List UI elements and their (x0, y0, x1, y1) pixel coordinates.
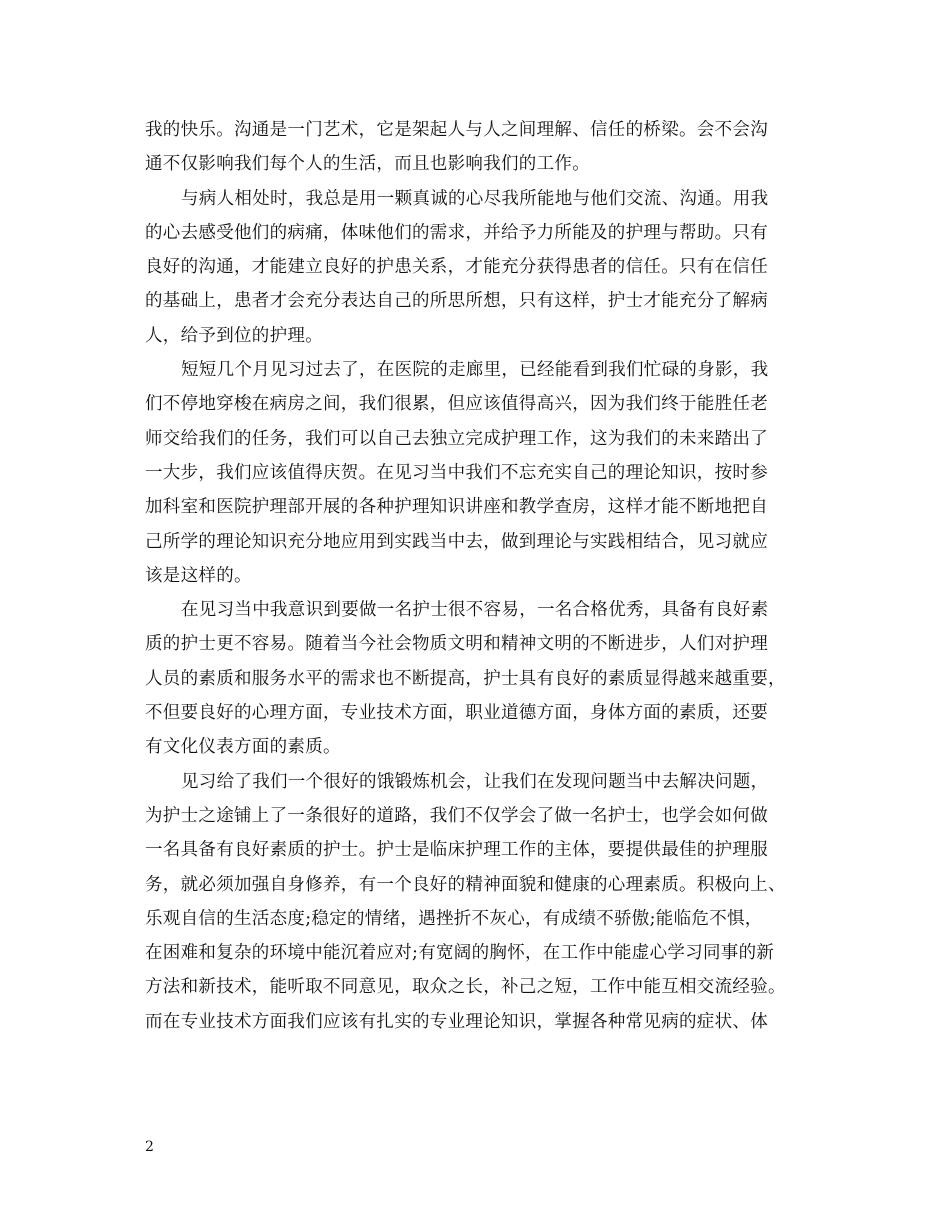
text-line: 我的快乐。沟通是一门艺术，它是架起人与人之间理解、信任的桥梁。会不会沟 (145, 120, 768, 140)
text-line: 而在专业技术方面我们应该有扎实的专业理论知识，掌握各种常见病的症状、体 (145, 1011, 768, 1032)
text-line: 的心去感受他们的病痛，体味他们的需求，并给予力所能及的护理与帮助。只有 (145, 222, 768, 243)
text-line: 加科室和医院护理部开展的各种护理知识讲座和教学查房，这样才能不断地把自 (145, 497, 768, 518)
text-line: 务，就必须加强自身修养，有一个良好的精神面貌和健康的心理素质。积极向上、 (145, 874, 786, 895)
text-line: 良好的沟通，才能建立良好的护患关系，才能充分获得患者的信任。只有在信任 (145, 257, 768, 278)
text-line: 短短几个月见习过去了，在医院的走廊里，已经能看到我们忙碌的身影，我 (181, 360, 769, 381)
text-line: 质的护士更不容易。随着当今社会物质文明和精神文明的不断进步，人们对护理 (145, 634, 768, 655)
page-number: 2 (145, 1139, 154, 1155)
text-line: 见习给了我们一个很好的饿锻炼机会，让我们在发现问题当中去解决问题， (181, 771, 769, 792)
paragraph (145, 765, 827, 1039)
paragraph (145, 182, 827, 353)
paragraph (145, 113, 827, 182)
text-line: 人员的素质和服务水平的需求也不断提高，护士具有良好的素质显得越来越重要， (145, 668, 786, 689)
text-line: 方法和新技术，能听取不同意见，取众之长，补己之短，工作中能互相交流经验。 (145, 977, 786, 998)
text-line: 们不停地穿梭在病房之间，我们很累，但应该值得高兴，因为我们终于能胜任老 (145, 394, 768, 415)
text-line: 有文化仪表方面的素质。 (145, 737, 341, 758)
text-line: 在困难和复杂的环境中能沉着应对;有宽阔的胸怀，在工作中能虚心学习同事的新 (145, 943, 775, 964)
text-line: 师交给我们的任务，我们可以自己去独立完成护理工作，这为我们的未来踏出了 (145, 428, 768, 449)
text-line: 在见习当中我意识到要做一名护士很不容易，一名合格优秀，具备有良好素 (181, 600, 769, 621)
text-line: 一大步，我们应该值得庆贺。在见习当中我们不忘充实自己的理论知识，按时参 (145, 462, 768, 483)
paragraph (145, 593, 827, 764)
text-line: 为护士之途铺上了一条很好的道路，我们不仅学会了做一名护士，也学会如何做 (145, 805, 768, 826)
text-line: 通不仅影响我们每个人的生活，而且也影响我们的工作。 (145, 154, 590, 175)
text-line: 乐观自信的生活态度;稳定的情绪，遇挫折不灰心，有成绩不骄傲;能临危不惧， (145, 908, 763, 929)
text-line: 与病人相处时，我总是用一颗真诚的心尽我所能地与他们交流、沟通。用我 (181, 188, 769, 209)
text-line: 一名具备有良好素质的护士。护士是临床护理工作的主体，要提供最佳的护理服 (145, 840, 768, 861)
body-text (145, 113, 827, 1039)
text-line: 的基础上，患者才会充分表达自己的所思所想，只有这样，护士才能充分了解病 (145, 291, 768, 312)
text-line: 不但要良好的心理方面，专业技术方面，职业道德方面，身体方面的素质，还要 (145, 703, 768, 724)
text-line: 己所学的理论知识充分地应用到实践当中去，做到理论与实践相结合，见习就应 (145, 531, 768, 552)
text-line: 人，给予到位的护理。 (145, 325, 323, 346)
paragraph (145, 353, 827, 593)
text-line: 该是这样的。 (145, 565, 252, 586)
